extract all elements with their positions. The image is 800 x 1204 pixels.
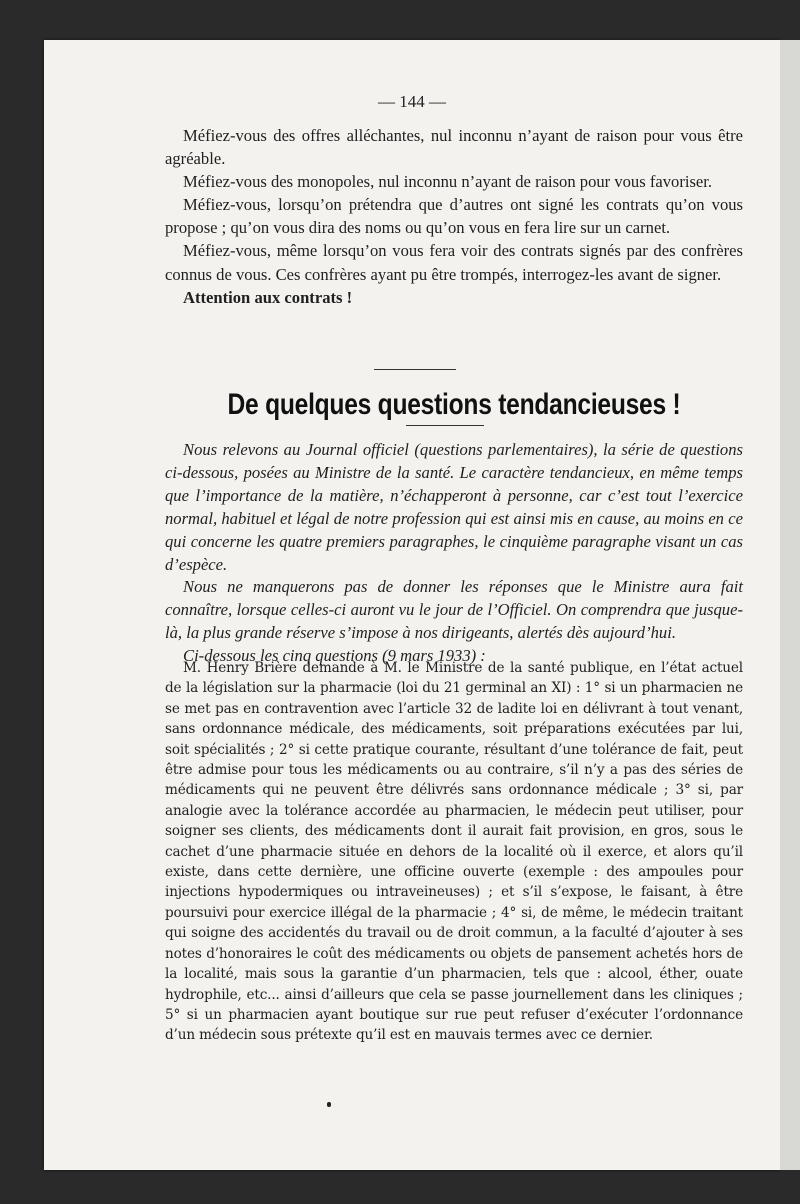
intro-section	[165, 439, 743, 668]
section-divider	[374, 369, 456, 370]
warning-paragraph: Méfiez-vous, même lorsqu’on vous fera voir des contrats signés par des confrères connus de vous. Ces confrères ayant pu être trompés, interrogez-les avant de signer.	[165, 241, 743, 284]
warning-paragraph: Méfiez-vous des offres alléchantes, nul inconnu n’ayant de raison pour vous être agréable.	[165, 126, 743, 169]
title-underline	[406, 425, 484, 426]
intro-paragraph: Nous relevons au Journal officiel (questions parlementaires), la série de questions ci-dessous, posées au Ministre de la santé. Le caractère tendancieux, en même temps que l’importance de la matière, n’échapperont à personne, car c’est tout l’exercice normal, habituel et légal de notre profession qui est ainsi mis en cause, au moins en ce qui concerne les quatre premiers paragraphes, le cinquième paragraphe visant un cas d’espèce.	[165, 440, 743, 574]
warning-paragraph: Méfiez-vous, lorsqu’on prétendra que d’autres ont signé les contrats qu’on vous propose ; qu’on vous dira des noms ou qu’on vous en fera lire sur un carnet.	[165, 195, 743, 238]
attention-line: Attention aux contrats !	[183, 287, 353, 307]
page-number: — 144 —	[378, 92, 446, 111]
document-page	[44, 40, 780, 1170]
question-section	[165, 658, 743, 1046]
warning-section	[165, 124, 743, 309]
warning-paragraph: Méfiez-vous des monopoles, nul inconnu n’ayant de raison pour vous favoriser.	[183, 172, 713, 192]
question-paragraph: M. Henry Brière demande à M. le Ministre de la santé publique, en l’état actuel de la législation sur la pharmacie (loi du 21 germinal an XI) : 1° si un pharmacien ne se met pas en contravention avec l’article 32 de ladite loi en délivrant à tout venant, sans ordonnance médicale, des médicaments, soit préparations exécutées par lui, soit spécialités ; 2° si cette pratique courante, résultant d’une tolérance de fait, peut être admise pour tous les médicaments ou au contraire, s’il n’y a pas des séries de médicaments qui ne peuvent être délivrés sans ordonnance médicale ; 3° si, par analogie avec la tolérance accordée au pharmacien, le médecin peut utiliser, pour soigner ses clients, des médicaments dont il aurait fait provision, en gros, sous le cachet d’une pharmacie située en dehors de la localité où il exerce, et alors qu’il existe, dans cette dernière, une officine ouverte (exemple : des ampoules pour injections hypodermiques ou intraveineuses) ; et s’il s’expose, le faisant, à être poursuivi pour exercice illégal de la pharmacie ; 4° si, de même, le médecin traitant qui soigne des accidentés du travail ou de droit commun, a la faculté d’ajouter à ses notes d’honoraires le coût des médicaments ou objets de pansement achetés hors de la localité, mais sous la garantie d’un pharmacien, tels que : alcool, éther, ouate hydrophile, etc... ainsi d’ailleurs que cela se passe journellement dans les cliniques ; 5° si un pharmacien ayant boutique sur rue peut refuser d’exécuter l’ordonnance d’un médecin sous prétexte qu’il est en mauvais termes avec ce dernier.	[165, 660, 743, 1044]
ink-dot	[327, 1102, 331, 1107]
adjacent-page-edge	[780, 40, 800, 1170]
intro-paragraph: Nous ne manquerons pas de donner les réponses que le Ministre aura fait connaître, lorsque celles-ci auront vu le jour de l’Officiel. On comprendra que jusque-là, la plus grande réserve s’impose à nos dirigeants, alertés dès aujourd’hui.	[165, 577, 743, 643]
section-title: De quelques questions tendancieuses !	[227, 388, 681, 421]
intro-paragraph: Ci-dessous les cinq questions (9 mars 1933) :	[183, 646, 486, 666]
